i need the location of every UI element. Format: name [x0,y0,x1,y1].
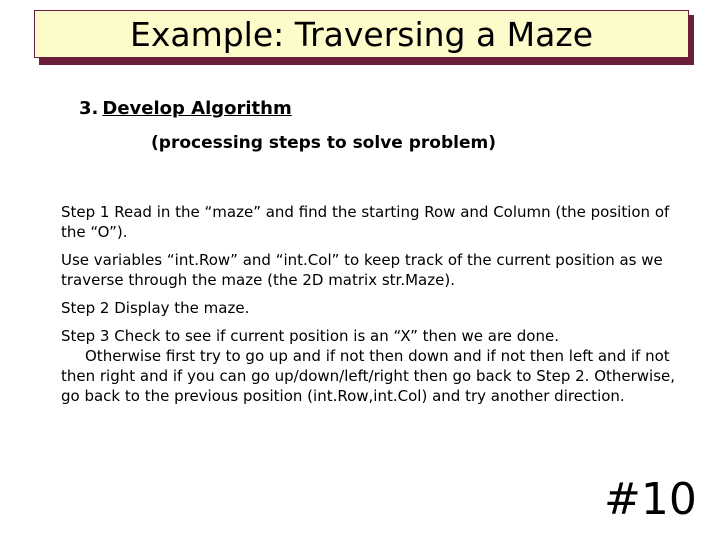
step-3-paragraph [61,326,676,406]
section-heading-text: Develop Algorithm [102,98,292,119]
section-number: 3. [79,98,99,119]
slide-title: Example: Traversing a Maze [129,14,593,54]
step-1-paragraph: Step 1 Read in the “maze” and find the starting Row and Column (the position of the “O”). [61,203,670,241]
section-heading [79,98,292,119]
section-subheading: (processing steps to solve problem) [151,133,496,153]
step-3-continuation: Otherwise first try to go up and if not then down and if not then left and if not then right and if you can go up/down/left/right then go back to Step 2. Otherwise, go back to the previous position (int.Row,int.Col) and try another direction. [61,347,676,405]
step-2-paragraph: Step 2 Display the maze. [61,299,250,317]
title-banner [34,10,689,58]
variables-paragraph: Use variables “int.Row” and “int.Col” to keep track of the current position as we traverse through the maze (the 2D matrix str.Maze). [61,251,663,289]
slide-number: #10 [604,474,697,525]
step-3-first-line: Step 3 Check to see if current position is an “X” then we are done. [61,327,559,345]
